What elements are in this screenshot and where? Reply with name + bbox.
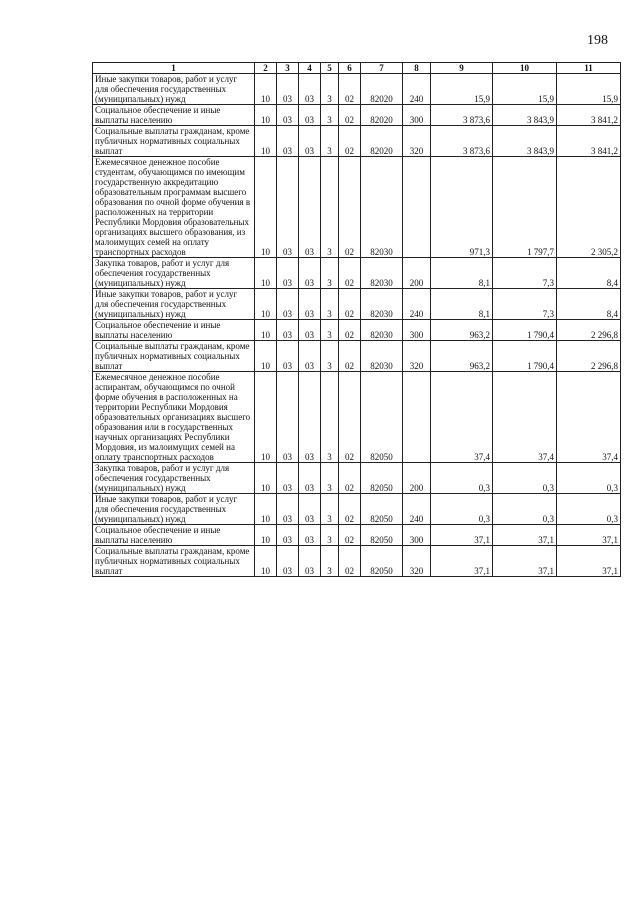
row-value-cell: 03 — [299, 126, 321, 157]
row-value-cell: 82030 — [361, 341, 403, 372]
row-value-cell: 10 — [255, 74, 277, 105]
row-value-cell: 300 — [403, 105, 431, 126]
row-value-cell: 15,9 — [557, 74, 621, 105]
row-value-cell: 82050 — [361, 525, 403, 546]
header-cell: 2 — [255, 63, 277, 74]
row-value-cell: 82050 — [361, 546, 403, 577]
row-value-cell: 37,4 — [431, 372, 493, 463]
row-value-cell: 10 — [255, 341, 277, 372]
table-row — [93, 105, 621, 126]
row-value-cell: 02 — [339, 157, 361, 258]
table-row — [93, 74, 621, 105]
header-cell: 6 — [339, 63, 361, 74]
row-value-cell: 37,1 — [493, 525, 557, 546]
row-value-cell: 03 — [277, 463, 299, 494]
row-value-cell: 82020 — [361, 126, 403, 157]
row-value-cell: 02 — [339, 258, 361, 289]
row-value-cell: 03 — [277, 289, 299, 320]
row-value-cell: 3 — [321, 126, 339, 157]
page-number: 198 — [587, 33, 608, 48]
row-value-cell: 82030 — [361, 320, 403, 341]
row-value-cell: 8,1 — [431, 289, 493, 320]
row-value-cell: 1 790,4 — [493, 320, 557, 341]
row-value-cell: 82030 — [361, 157, 403, 258]
row-value-cell: 03 — [299, 463, 321, 494]
row-value-cell: 03 — [277, 105, 299, 126]
row-value-cell: 03 — [277, 372, 299, 463]
row-value-cell: 03 — [299, 105, 321, 126]
row-value-cell: 320 — [403, 341, 431, 372]
row-value-cell: 03 — [299, 525, 321, 546]
row-value-cell: 3 — [321, 463, 339, 494]
row-value-cell: 02 — [339, 463, 361, 494]
row-value-cell: 320 — [403, 546, 431, 577]
row-value-cell: 37,1 — [431, 546, 493, 577]
row-value-cell: 320 — [403, 126, 431, 157]
row-value-cell: 03 — [277, 74, 299, 105]
row-value-cell: 3 — [321, 546, 339, 577]
row-value-cell: 3 843,9 — [493, 105, 557, 126]
row-value-cell: 02 — [339, 126, 361, 157]
row-value-cell: 02 — [339, 320, 361, 341]
row-value-cell: 37,1 — [557, 525, 621, 546]
header-cell: 1 — [93, 63, 255, 74]
table-row — [93, 463, 621, 494]
row-value-cell: 02 — [339, 105, 361, 126]
row-name-cell: Социальное обеспечение и иные выплаты населению — [93, 320, 255, 341]
row-value-cell: 0,3 — [493, 463, 557, 494]
row-value-cell: 3 — [321, 258, 339, 289]
row-value-cell: 03 — [277, 126, 299, 157]
header-cell: 9 — [431, 63, 493, 74]
header-cell: 7 — [361, 63, 403, 74]
row-value-cell: 10 — [255, 546, 277, 577]
row-value-cell: 37,1 — [493, 546, 557, 577]
row-value-cell: 963,2 — [431, 341, 493, 372]
row-value-cell: 10 — [255, 289, 277, 320]
row-name-cell: Ежемесячное денежное пособие студентам, обучающимся по имеющим государственную аккредитацию образовательным программам высшего образования по очной форме обучения в расположенных на территории Республики Мордовия образовательных организациях высшего образования, из малоимущих семей на оплату транспортных расходов — [93, 157, 255, 258]
table-row — [93, 546, 621, 577]
row-value-cell: 3 — [321, 105, 339, 126]
row-value-cell: 7,3 — [493, 289, 557, 320]
row-value-cell: 37,4 — [557, 372, 621, 463]
row-value-cell: 82050 — [361, 494, 403, 525]
row-value-cell: 03 — [299, 372, 321, 463]
row-value-cell: 3 — [321, 525, 339, 546]
row-value-cell: 10 — [255, 372, 277, 463]
row-name-cell: Социальные выплаты гражданам, кроме публичных нормативных социальных выплат — [93, 341, 255, 372]
header-cell: 11 — [557, 63, 621, 74]
row-value-cell: 3 873,6 — [431, 105, 493, 126]
row-value-cell: 02 — [339, 494, 361, 525]
row-value-cell: 0,3 — [493, 494, 557, 525]
row-value-cell: 82020 — [361, 105, 403, 126]
row-value-cell: 03 — [277, 320, 299, 341]
row-value-cell: 10 — [255, 126, 277, 157]
row-value-cell: 2 296,8 — [557, 341, 621, 372]
row-value-cell: 03 — [299, 320, 321, 341]
row-value-cell: 37,1 — [557, 546, 621, 577]
row-value-cell: 82050 — [361, 372, 403, 463]
row-value-cell: 03 — [277, 341, 299, 372]
row-value-cell: 2 296,8 — [557, 320, 621, 341]
table-row — [93, 494, 621, 525]
row-value-cell: 3 873,6 — [431, 126, 493, 157]
row-value-cell: 3 — [321, 372, 339, 463]
row-value-cell: 02 — [339, 546, 361, 577]
row-value-cell: 03 — [299, 157, 321, 258]
row-value-cell: 10 — [255, 258, 277, 289]
row-value-cell: 3 — [321, 341, 339, 372]
row-value-cell: 200 — [403, 463, 431, 494]
header-cell: 8 — [403, 63, 431, 74]
row-value-cell: 3 — [321, 320, 339, 341]
row-value-cell — [403, 157, 431, 258]
row-value-cell: 03 — [277, 525, 299, 546]
row-value-cell: 10 — [255, 525, 277, 546]
row-value-cell: 2 305,2 — [557, 157, 621, 258]
row-value-cell: 15,9 — [493, 74, 557, 105]
budget-table — [92, 62, 621, 577]
table-row — [93, 126, 621, 157]
row-value-cell: 10 — [255, 157, 277, 258]
header-row — [93, 63, 621, 74]
table-row — [93, 372, 621, 463]
row-value-cell: 03 — [299, 494, 321, 525]
row-value-cell: 10 — [255, 320, 277, 341]
row-value-cell: 3 — [321, 157, 339, 258]
row-name-cell: Ежемесячное денежное пособие аспирантам, обучающимся по очной форме обучения в расположенных на территории Республики Мордовия образовательных организациях высшего образования или в государственных научных организациях Республики Мордовия, из малоимущих семей на оплату транспортных расходов — [93, 372, 255, 463]
row-value-cell: 3 841,2 — [557, 105, 621, 126]
table-body — [93, 74, 621, 577]
row-name-cell: Иные закупки товаров, работ и услуг для обеспечения государственных (муниципальных) нужд — [93, 74, 255, 105]
header-cell: 4 — [299, 63, 321, 74]
table-row — [93, 157, 621, 258]
table-row — [93, 258, 621, 289]
row-value-cell: 0,3 — [557, 494, 621, 525]
table-row — [93, 341, 621, 372]
row-value-cell: 02 — [339, 525, 361, 546]
row-value-cell: 37,4 — [493, 372, 557, 463]
row-value-cell: 03 — [299, 258, 321, 289]
row-value-cell: 0,3 — [431, 463, 493, 494]
row-value-cell: 8,1 — [431, 258, 493, 289]
row-value-cell: 37,1 — [431, 525, 493, 546]
row-name-cell: Закупка товаров, работ и услуг для обеспечения государственных (муниципальных) нужд — [93, 258, 255, 289]
row-value-cell: 02 — [339, 372, 361, 463]
row-value-cell: 3 843,9 — [493, 126, 557, 157]
row-value-cell: 240 — [403, 494, 431, 525]
row-value-cell: 3 — [321, 494, 339, 525]
row-value-cell: 02 — [339, 74, 361, 105]
row-value-cell: 10 — [255, 494, 277, 525]
table-row — [93, 525, 621, 546]
row-value-cell: 82020 — [361, 74, 403, 105]
row-value-cell: 0,3 — [431, 494, 493, 525]
row-value-cell: 3 — [321, 74, 339, 105]
row-value-cell: 02 — [339, 341, 361, 372]
row-value-cell: 240 — [403, 289, 431, 320]
row-value-cell: 15,9 — [431, 74, 493, 105]
row-value-cell: 03 — [277, 157, 299, 258]
row-value-cell: 300 — [403, 525, 431, 546]
row-value-cell: 8,4 — [557, 258, 621, 289]
row-value-cell: 3 841,2 — [557, 126, 621, 157]
row-name-cell: Социальные выплаты гражданам, кроме публичных нормативных социальных выплат — [93, 126, 255, 157]
row-value-cell: 03 — [277, 258, 299, 289]
row-value-cell: 02 — [339, 289, 361, 320]
row-name-cell: Социальные выплаты гражданам, кроме публичных нормативных социальных выплат — [93, 546, 255, 577]
row-value-cell: 240 — [403, 74, 431, 105]
row-value-cell: 82050 — [361, 463, 403, 494]
row-value-cell: 03 — [299, 341, 321, 372]
row-value-cell: 82030 — [361, 289, 403, 320]
row-name-cell: Социальное обеспечение и иные выплаты населению — [93, 105, 255, 126]
row-name-cell: Иные закупки товаров, работ и услуг для обеспечения государственных (муниципальных) нужд — [93, 289, 255, 320]
row-value-cell: 03 — [299, 546, 321, 577]
row-value-cell: 300 — [403, 320, 431, 341]
header-cell: 5 — [321, 63, 339, 74]
row-value-cell: 82030 — [361, 258, 403, 289]
table-row — [93, 289, 621, 320]
row-value-cell — [403, 372, 431, 463]
table-row — [93, 320, 621, 341]
row-name-cell: Закупка товаров, работ и услуг для обеспечения государственных (муниципальных) нужд — [93, 463, 255, 494]
row-value-cell: 7,3 — [493, 258, 557, 289]
row-name-cell: Иные закупки товаров, работ и услуг для обеспечения государственных (муниципальных) нужд — [93, 494, 255, 525]
row-value-cell: 0,3 — [557, 463, 621, 494]
row-value-cell: 3 — [321, 289, 339, 320]
row-value-cell: 200 — [403, 258, 431, 289]
row-value-cell: 963,2 — [431, 320, 493, 341]
row-value-cell: 971,3 — [431, 157, 493, 258]
row-value-cell: 03 — [299, 289, 321, 320]
row-value-cell: 1 797,7 — [493, 157, 557, 258]
header-cell: 3 — [277, 63, 299, 74]
row-name-cell: Социальное обеспечение и иные выплаты населению — [93, 525, 255, 546]
row-value-cell: 10 — [255, 105, 277, 126]
row-value-cell: 03 — [277, 494, 299, 525]
row-value-cell: 8,4 — [557, 289, 621, 320]
row-value-cell: 1 790,4 — [493, 341, 557, 372]
row-value-cell: 10 — [255, 463, 277, 494]
row-value-cell: 03 — [299, 74, 321, 105]
row-value-cell: 03 — [277, 546, 299, 577]
header-cell: 10 — [493, 63, 557, 74]
